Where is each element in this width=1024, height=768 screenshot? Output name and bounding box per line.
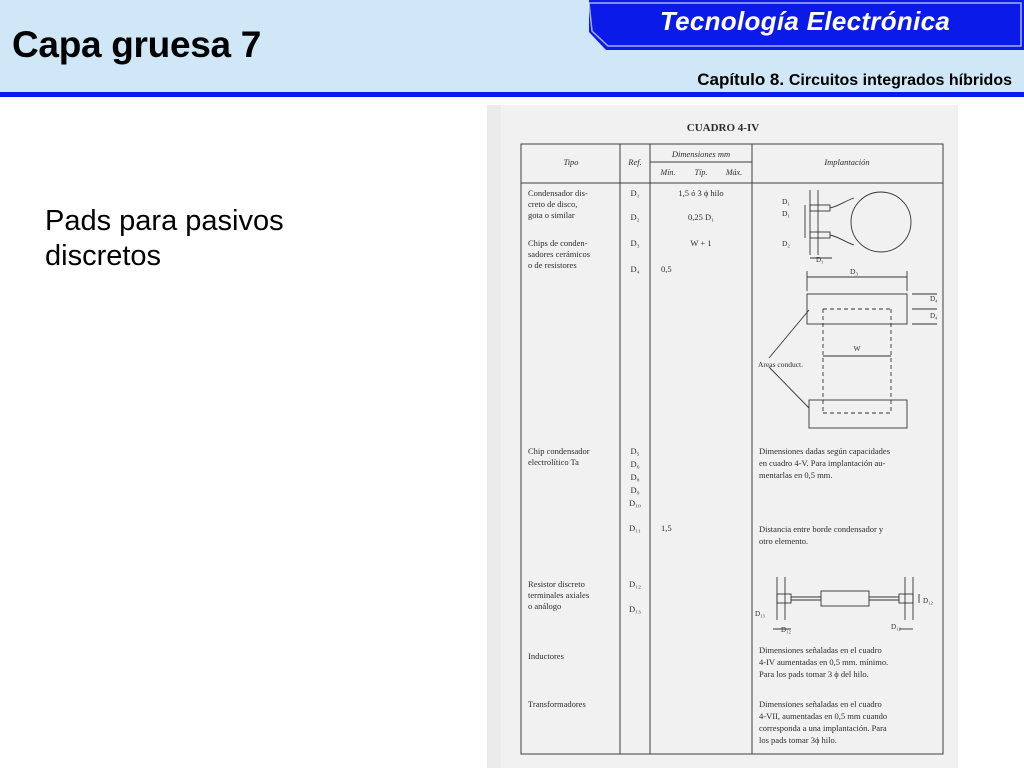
chip-label: W [853,344,861,353]
ref-cell: D₁₀ [628,498,642,508]
chip-label: D₄ [930,312,938,320]
header-tipo: Tipo [563,157,579,167]
tipo-condensador-line: Condensador dis- [528,188,588,198]
header-min: Mín. [660,168,676,177]
chip-label: D₃ [849,267,859,276]
tipo-inductores: Inductores [528,651,564,661]
note-chip-ta-line: en cuadro 4-V. Para implantación au- [759,458,886,468]
ref-cell: D₂ [630,212,640,222]
disc-label: D₁ [816,256,824,264]
header-ref: Ref. [628,157,642,167]
resistor-label: D₁₂ [891,623,901,631]
ref-cell: D₁₂ [628,579,642,589]
ref-cell: D₅ [630,446,640,456]
tipo-chips-line: o de resistores [528,260,577,270]
header-rule [0,92,1024,97]
table-caption: CUADRO 4-IV [686,122,760,134]
note-transformadores-line: 4-VII, aumentadas en 0,5 mm cuando [759,711,888,721]
ref-cell: D₁₃ [628,604,642,614]
header-implantacion: Implantación [824,157,870,167]
chapter-title: Circuitos integrados híbridos [788,72,1012,89]
course-name: Tecnología Electrónica [659,6,951,36]
tipo-resistor-line: Resistor discreto [528,579,585,589]
tipo-chips-line: Chips de conden- [528,238,588,248]
header-tip: Típ. [694,168,708,177]
chapter-heading [697,70,1012,90]
chip-label: D₄ [930,295,938,303]
note-inductores-line: Dimensiones señaladas en el cuadro [759,645,882,655]
scanned-table-figure [487,105,958,768]
dim-cell: W + 1 [690,238,712,248]
disc-label: D₂ [782,239,791,248]
dim-cell: 1,5 ó 3 ϕ hilo [678,188,724,198]
tipo-chip-ta-line: Chip condensador [528,446,590,456]
ref-cell: D₃ [630,238,640,248]
note-chip-ta-line: mentarlas en 0,5 mm. [759,470,833,480]
ref-cell: D₈ [630,472,640,482]
ref-cell: D₉ [630,485,640,495]
slide-title: Capa gruesa 7 [12,24,262,65]
table-scan [487,105,958,768]
header-dimensiones: Dimensiones mm [671,149,731,159]
ref-cell: D₆ [630,459,640,469]
tipo-resistor-line: o análogo [528,601,562,611]
disc-label: D₁ [782,197,791,206]
ref-cell: D₁₁ [628,523,642,533]
ref-cell: D₁ [630,188,640,198]
tipo-transformadores: Transformadores [528,699,586,709]
note-d11-line: otro elemento. [759,536,809,546]
resistor-label: D₁₃ [755,610,765,618]
resistor-label: D₁₂ [923,597,933,605]
resistor-label: D₁₂ [781,626,791,634]
chapter-label: Capítulo 8. [697,70,785,89]
dim-cell: 0,25 D₁ [687,212,715,222]
dim-cell: 0,5 [661,264,672,274]
tipo-resistor-line: terminales axiales [528,590,590,600]
course-tab [586,0,1024,52]
disc-label: D₁ [782,209,791,218]
tipo-chip-ta-line: electrolítico Ta [528,457,579,467]
note-inductores-line: 4-IV aumentadas en 0,5 mm. mínimo. [759,657,889,667]
dim-cell: 1,5 [661,523,672,533]
ref-cell: D₄ [630,264,640,274]
chip-label: Areas conduct. [758,360,803,369]
tipo-condensador-line: gota o similar [528,210,575,220]
tipo-chips-line: sadores cerámicos [528,249,591,259]
note-d11-line: Distancia entre borde condensador y [759,524,884,534]
note-transformadores-line: corresponda a una implantación. Para [759,723,887,733]
tipo-condensador-line: creto de disco, [528,199,578,209]
note-inductores-line: Para los pads tomar 3 ϕ del hilo. [759,669,869,679]
note-transformadores-line: Dimensiones señaladas en el cuadro [759,699,882,709]
note-chip-ta-line: Dimensiones dadas según capacidades [759,446,890,456]
bullet-text: Pads para pasivos discretos [45,205,284,273]
header-max: Máx. [725,168,743,177]
note-transformadores-line: los pads tomar 3ϕ hilo. [759,735,837,745]
